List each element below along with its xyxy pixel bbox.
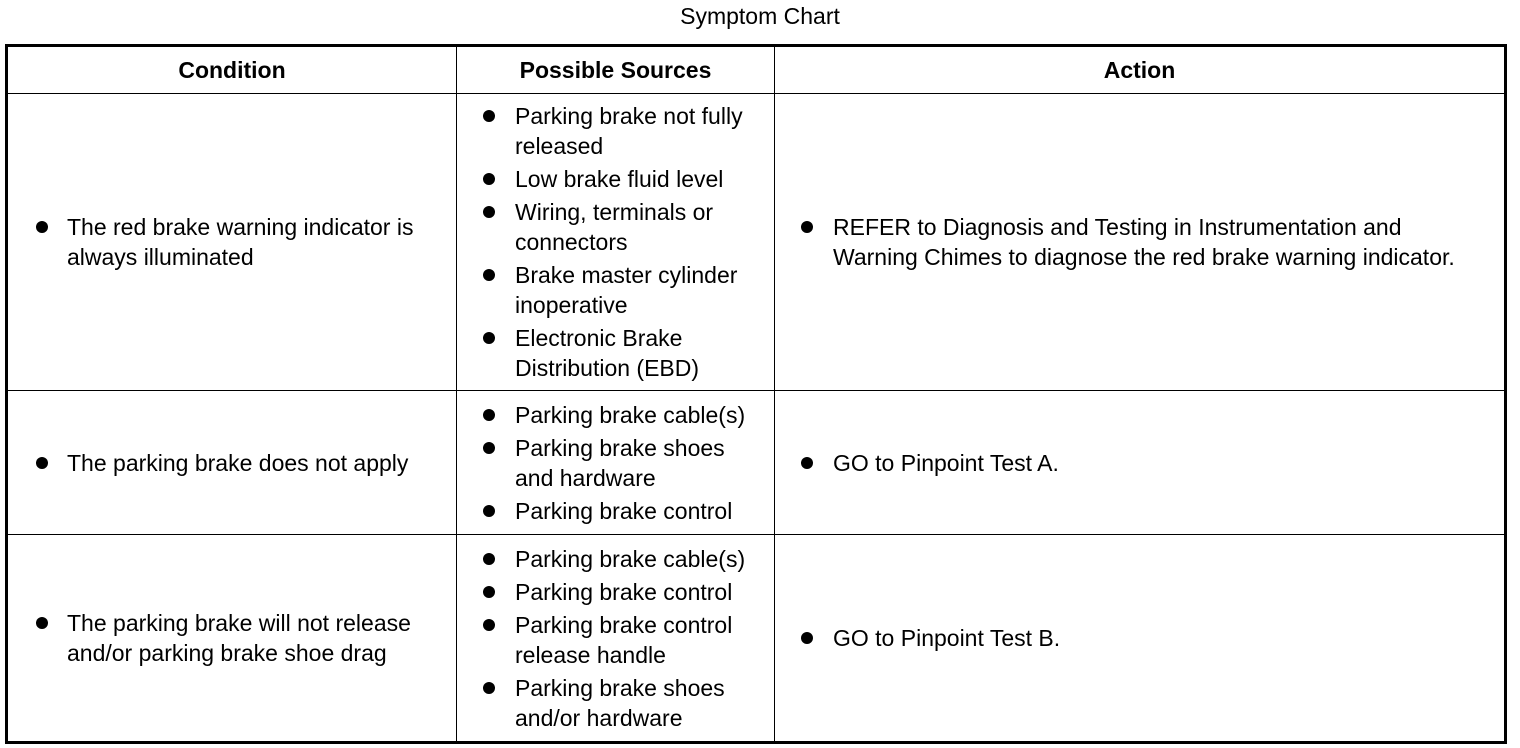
bullet-icon [483, 505, 495, 517]
table-row [7, 535, 1506, 743]
source-text: Parking brake cable(s) [515, 545, 746, 572]
condition-item [8, 212, 456, 272]
action-cell [775, 391, 1506, 535]
action-text: REFER to Diagnosis and Testing in Instrumentation and Warning Chimes to diagnose the red brake warning indicator. [833, 214, 1455, 270]
action-item [775, 623, 1504, 653]
source-item [457, 673, 774, 733]
sources-cell [457, 94, 775, 391]
source-text: Parking brake shoes and/or hardware [515, 674, 725, 731]
header-condition: Condition [7, 46, 457, 94]
source-item [457, 101, 774, 161]
source-item [457, 496, 774, 526]
condition-cell [7, 391, 457, 535]
source-item [457, 577, 774, 607]
source-text: Parking brake control release handle [515, 611, 733, 668]
source-text: Parking brake shoes and hardware [515, 434, 725, 491]
condition-text: The parking brake does not apply [67, 449, 409, 476]
bullet-icon [483, 409, 495, 421]
bullet-icon [801, 457, 813, 469]
source-text: Parking brake control [515, 578, 733, 605]
condition-text: The parking brake will not release and/or parking brake shoe drag [67, 610, 411, 666]
source-text: Electronic Brake Distribution (EBD) [515, 325, 700, 381]
source-item [457, 260, 774, 320]
bullet-icon [483, 206, 495, 218]
action-cell [775, 94, 1506, 391]
bullet-icon [483, 442, 495, 454]
source-text: Brake master cylinder inoperative [515, 262, 738, 318]
symptom-table [5, 44, 1507, 744]
condition-cell [7, 535, 457, 743]
action-text: GO to Pinpoint Test A. [833, 449, 1059, 476]
bullet-icon [801, 632, 813, 644]
sources-cell [457, 391, 775, 535]
bullet-icon [36, 617, 48, 629]
source-item [457, 433, 774, 493]
bullet-icon [801, 221, 813, 233]
condition-item [8, 608, 456, 668]
condition-text: The red brake warning indicator is always illuminated [67, 214, 414, 270]
action-item [775, 212, 1504, 272]
condition-cell [7, 94, 457, 391]
chart-title: Symptom Chart [680, 3, 840, 29]
table-row [7, 94, 1506, 391]
bullet-icon [483, 173, 495, 185]
bullet-icon [483, 110, 495, 122]
source-text: Low brake fluid level [515, 166, 724, 192]
action-text: GO to Pinpoint Test B. [833, 625, 1061, 651]
bullet-icon [483, 586, 495, 598]
table-header-row [7, 46, 1506, 94]
bullet-icon [483, 332, 495, 344]
bullet-icon [483, 553, 495, 565]
action-item [775, 448, 1504, 478]
source-item [457, 164, 774, 194]
bullet-icon [36, 221, 48, 233]
source-text: Wiring, terminals or connectors [515, 199, 714, 255]
bullet-icon [36, 457, 48, 469]
action-cell [775, 535, 1506, 743]
condition-item [8, 448, 456, 478]
bullet-icon [483, 269, 495, 281]
source-text: Parking brake not fully released [515, 103, 743, 159]
header-action: Action [775, 46, 1506, 94]
source-item [457, 323, 774, 383]
table-row [7, 391, 1506, 535]
source-item [457, 544, 774, 574]
sources-cell [457, 535, 775, 743]
bullet-icon [483, 682, 495, 694]
source-item [457, 610, 774, 670]
bullet-icon [483, 619, 495, 631]
header-possible-sources: Possible Sources [457, 46, 775, 94]
source-item [457, 197, 774, 257]
source-text: Parking brake cable(s) [515, 401, 746, 428]
source-text: Parking brake control [515, 497, 733, 524]
source-item [457, 400, 774, 430]
